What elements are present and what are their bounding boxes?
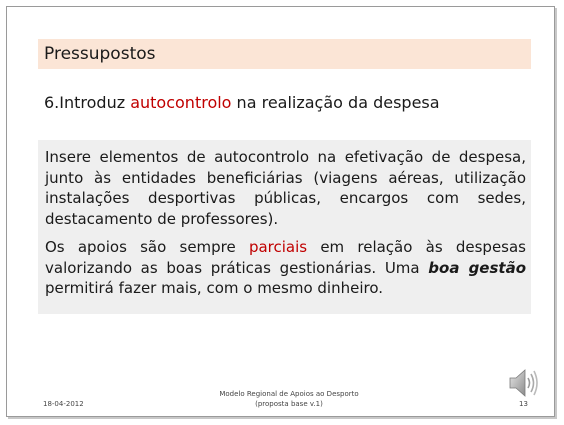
paragraph-2-highlight: parciais bbox=[248, 237, 308, 256]
heading-highlight: autocontrolo bbox=[130, 93, 232, 112]
heading-suffix: na realização da despesa bbox=[231, 93, 440, 112]
paragraph-2 bbox=[45, 237, 526, 299]
footer-line-1: Modelo Regional de Apoios ao Desporto bbox=[219, 390, 359, 398]
slide bbox=[6, 6, 555, 417]
page-number: 13 bbox=[519, 400, 528, 408]
paragraph-2-part1: Os apoios são sempre bbox=[45, 237, 249, 256]
footer-date: 18-04-2012 bbox=[43, 400, 84, 408]
slide-title-text: Pressupostos bbox=[44, 44, 156, 64]
slide-title bbox=[38, 39, 531, 69]
paragraph-1: Insere elementos de autocontrolo na efetivação de despesa, junto às entidades beneficiárias (viagens aéreas, utilização instalações desportivas públicas, encargos com sedes, destacamento de professores). bbox=[45, 148, 526, 229]
footer-line-2: (proposta base v.1) bbox=[255, 400, 323, 408]
slide-heading bbox=[44, 93, 440, 112]
paragraph-2-emphasis: boa gestão bbox=[428, 258, 526, 277]
content-box bbox=[38, 140, 531, 314]
paragraph-2-part3: permitirá fazer mais, com o mesmo dinheiro. bbox=[45, 279, 384, 298]
footer-center bbox=[204, 389, 374, 409]
paragraph-2-part2: em relação às despesas valorizando as boas práticas gestionárias. Uma bbox=[45, 237, 526, 277]
heading-prefix: 6.Introduz bbox=[44, 93, 131, 112]
speaker-icon[interactable] bbox=[507, 366, 541, 400]
